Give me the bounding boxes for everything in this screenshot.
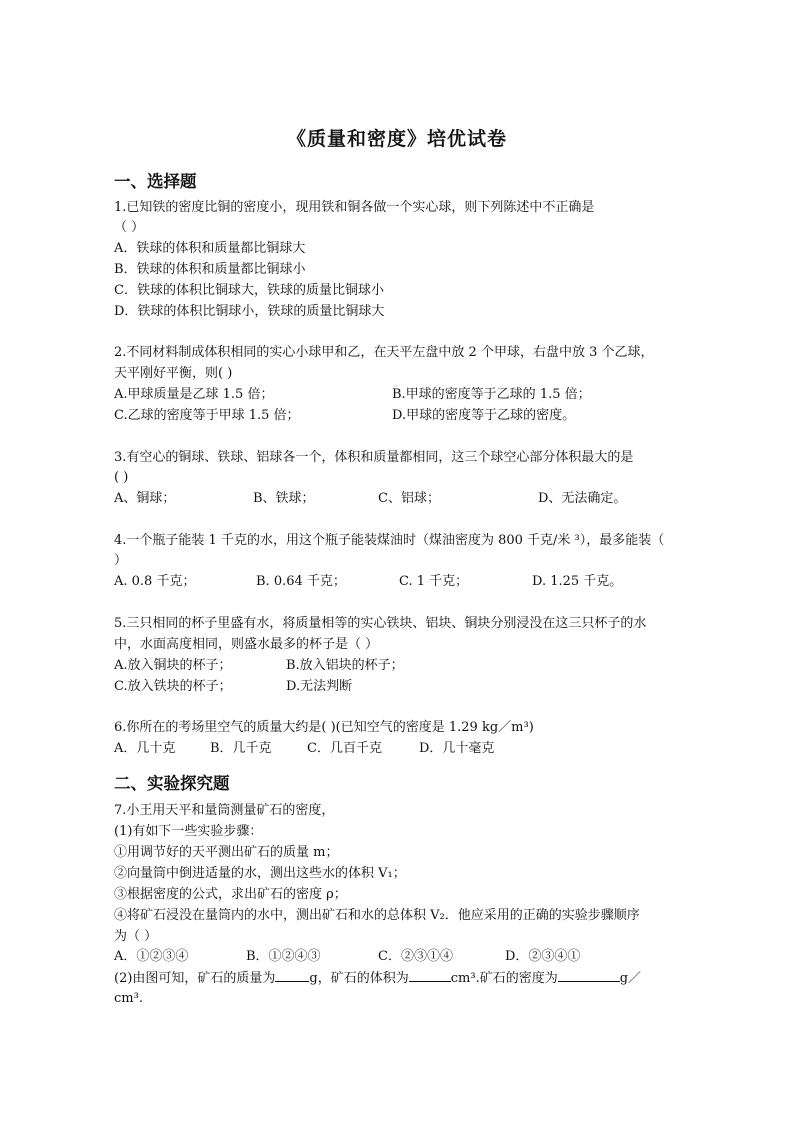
- question-3-option-c: C、铝球；: [378, 491, 440, 506]
- question-6-option-a: A．几十克: [114, 741, 176, 756]
- question-3-stem-line1: 3.有空心的铜球、铁球、铝球各一个，体积和质量都相同，这三个球空心部分体积最大的是: [114, 450, 634, 465]
- question-6-option-b: B．几千克: [210, 741, 272, 756]
- question-5-option-a: A.放入铜块的杯子；: [114, 658, 232, 673]
- question-1-option-b: B．铁球的体积和质量都比铜球小: [114, 262, 306, 277]
- question-1-option-c: C．铁球的体积比铜球大，铁球的质量比铜球小: [114, 283, 384, 298]
- question-5-option-b: B.放入铝块的杯子；: [286, 658, 404, 673]
- part2-mass-label: (2)由图可知，矿石的质量为: [114, 971, 276, 986]
- question-2-option-b: B.甲球的密度等于乙球的 1.5 倍；: [392, 387, 591, 402]
- question-3-stem-line2: ( ): [114, 470, 129, 485]
- question-2-option-a: A.甲球质量是乙球 1.5 倍；: [114, 387, 274, 402]
- question-4-stem-line2: ）: [114, 553, 128, 568]
- part2-volume-label: g，矿石的体积为: [309, 971, 409, 986]
- section-heading-experiment: 二、实验探究题: [114, 774, 230, 793]
- density-answer-blank[interactable]: [558, 969, 620, 982]
- question-7-option-b: B．①②④③: [246, 949, 321, 964]
- question-5-stem-line2: 中，水面高度相同，则盛水最多的杯子是（ ）: [114, 637, 379, 652]
- part2-density-label: cm³.矿石的密度为: [450, 971, 558, 986]
- question-3-option-d: D、无法确定。: [538, 491, 627, 506]
- question-7-option-c: C．②③①④: [378, 949, 453, 964]
- volume-answer-blank[interactable]: [409, 969, 451, 982]
- question-7-part1: (1)有如下一些实验步骤：: [114, 824, 263, 839]
- question-3-option-b: B、铁球；: [253, 491, 315, 506]
- question-7-stem: 7.小王用天平和量筒测量矿石的密度，: [114, 803, 335, 818]
- question-1-option-a: A．铁球的体积和质量都比铜球大: [114, 241, 306, 256]
- question-1-stem: 1.已知铁的密度比铜的密度小，现用铁和铜各做一个实心球，则下列陈述中不正确是: [114, 200, 595, 215]
- question-2-stem-line1: 2.不同材料制成体积相同的实心小球甲和乙，在天平左盘中放 2 个甲球，右盘中放 3 个乙球，: [114, 345, 654, 360]
- question-2-stem-line2: 天平刚好平衡，则( ): [114, 366, 233, 381]
- question-4-option-b: B. 0.64 千克；: [256, 574, 346, 589]
- question-3-option-a: A、铜球；: [114, 491, 176, 506]
- question-7-part2-unit-cont: cm³.: [114, 991, 143, 1006]
- question-4-option-d: D. 1.25 千克。: [532, 574, 623, 589]
- question-4-option-c: C. 1 千克；: [399, 574, 469, 589]
- question-7-step2: ②向量筒中倒进适量的水，测出这些水的体积 V₁；: [114, 866, 406, 881]
- question-2-option-d: D.甲球的密度等于乙球的密度。: [392, 408, 576, 423]
- question-1-paren: （ ）: [114, 220, 145, 235]
- question-4-option-a: A. 0.8 千克；: [114, 574, 196, 589]
- question-7-option-a: A．①②③④: [114, 949, 189, 964]
- question-7-option-d: D．②③④①: [505, 949, 581, 964]
- question-7-step3: ③根据密度的公式，求出矿石的密度 ρ；: [114, 887, 347, 902]
- question-7-step4-cont: 为（ ）: [114, 929, 158, 944]
- question-4-stem-line1: 4.一个瓶子能装 1 千克的水，用这个瓶子能装煤油时（煤油密度为 800 千克/米 ³），最多能装（: [114, 533, 665, 548]
- question-7-part2: [114, 969, 641, 988]
- question-7-step1: ①用调节好的天平测出矿石的质量 m；: [114, 845, 339, 860]
- mass-answer-blank[interactable]: [275, 969, 309, 982]
- question-6-option-c: C．几百千克: [307, 741, 382, 756]
- question-2-option-c: C.乙球的密度等于甲球 1.5 倍；: [114, 408, 300, 423]
- question-5-stem-line1: 5.三只相同的杯子里盛有水，将质量相等的实心铁块、铝块、铜块分别浸没在这三只杯子的水: [114, 616, 647, 631]
- question-1-option-d: D．铁球的体积比铜球小，铁球的质量比铜球大: [114, 304, 385, 319]
- question-7-step4: ④将矿石浸没在量筒内的水中，测出矿石和水的总体积 V₂．他应采用的正确的实验步骤顺序: [114, 908, 640, 923]
- part2-density-unit: g／: [619, 971, 642, 986]
- question-6-option-d: D．几十毫克: [419, 741, 495, 756]
- question-5-option-d: D.无法判断: [286, 679, 353, 694]
- question-5-option-c: C.放入铁块的杯子；: [114, 679, 232, 694]
- section-heading-choice: 一、选择题: [114, 172, 197, 191]
- page-title: 《质量和密度》培优试卷: [286, 128, 507, 150]
- question-6-stem: 6.你所在的考场里空气的质量大约是( )(已知空气的密度是 1.29 kg／m³): [114, 720, 534, 735]
